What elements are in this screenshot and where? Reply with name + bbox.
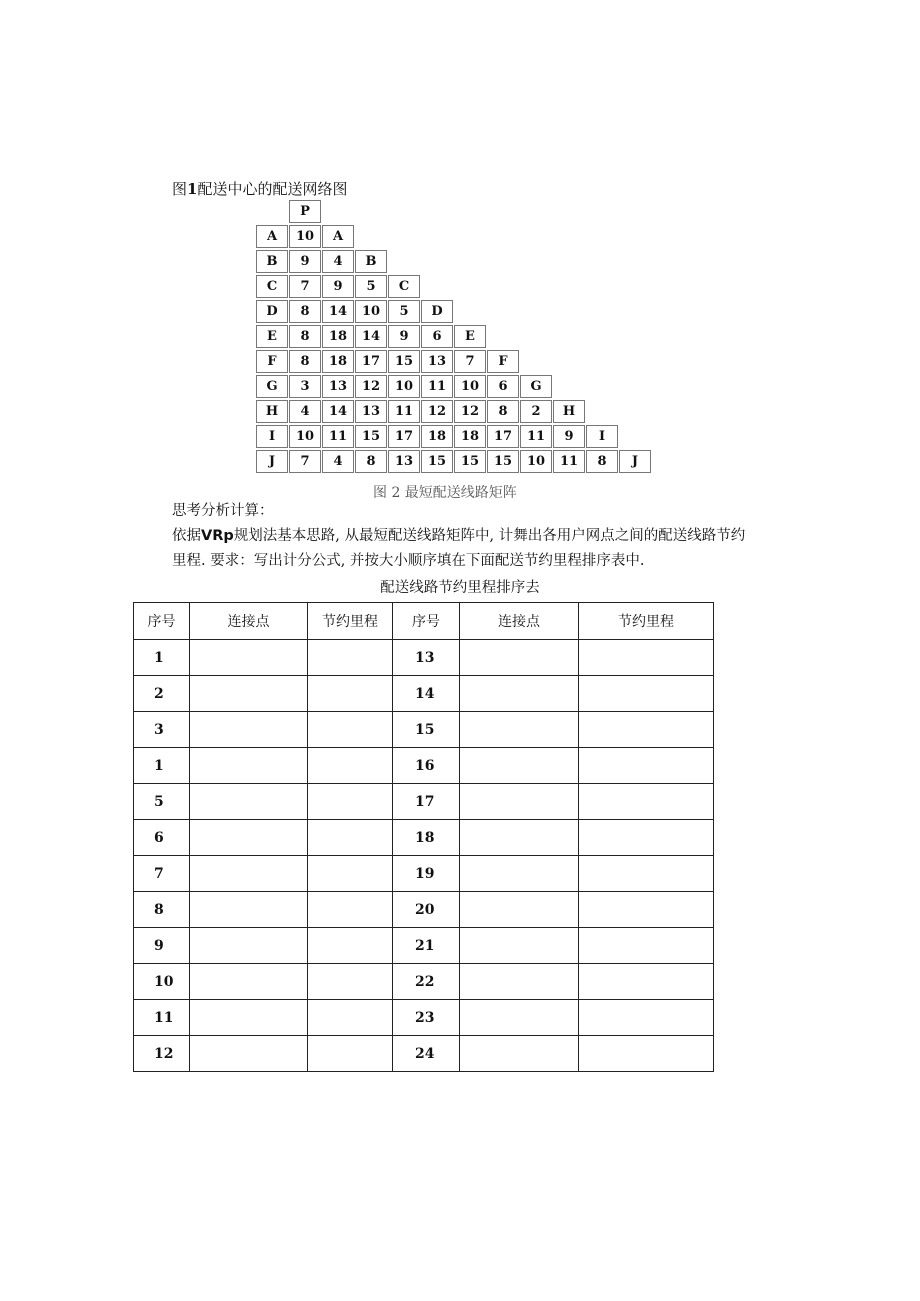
matrix-distance-cell: 15	[454, 450, 486, 473]
connection-cell[interactable]	[460, 892, 579, 928]
matrix-distance-cell: 11	[388, 400, 420, 423]
matrix-distance-cell: 18	[322, 325, 354, 348]
connection-cell[interactable]	[190, 640, 308, 676]
matrix-header-cell: P	[289, 200, 321, 223]
matrix-row-label: E	[256, 325, 288, 348]
matrix-distance-cell: 10	[520, 450, 552, 473]
matrix-diagonal-label: I	[586, 425, 618, 448]
matrix-row-label: D	[256, 300, 288, 323]
matrix-row-label: G	[256, 375, 288, 398]
row-index: 19	[393, 856, 460, 892]
matrix-row-label: F	[256, 350, 288, 373]
connection-cell[interactable]	[190, 820, 308, 856]
matrix-distance-cell: 14	[322, 400, 354, 423]
savings-cell[interactable]	[579, 856, 714, 892]
savings-cell[interactable]	[308, 964, 393, 1000]
matrix-distance-cell: 15	[355, 425, 387, 448]
connection-cell[interactable]	[460, 928, 579, 964]
row-index: 6	[134, 820, 190, 856]
connection-cell[interactable]	[190, 892, 308, 928]
matrix-distance-cell: 10	[388, 375, 420, 398]
connection-cell[interactable]	[190, 1000, 308, 1036]
row-index: 7	[134, 856, 190, 892]
connection-cell[interactable]	[190, 676, 308, 712]
instruction-line-1: 依据VRp规划法基本思路, 从最短配送线路矩阵中, 计舞出各用户网点之间的配送线路节约	[172, 528, 746, 544]
connection-cell[interactable]	[190, 856, 308, 892]
connection-cell[interactable]	[190, 964, 308, 1000]
savings-cell[interactable]	[308, 928, 393, 964]
header-savings: 节约里程	[579, 603, 714, 640]
connection-cell[interactable]	[190, 1036, 308, 1072]
row-index: 9	[134, 928, 190, 964]
matrix-distance-cell: 11	[421, 375, 453, 398]
matrix-distance-cell: 12	[421, 400, 453, 423]
table-row	[134, 1000, 714, 1036]
row-index: 1	[134, 748, 190, 784]
savings-cell[interactable]	[579, 928, 714, 964]
row-index: 10	[134, 964, 190, 1000]
matrix-diagonal-label: G	[520, 375, 552, 398]
matrix-distance-cell: 18	[322, 350, 354, 373]
matrix-distance-cell: 17	[388, 425, 420, 448]
savings-cell[interactable]	[308, 856, 393, 892]
connection-cell[interactable]	[460, 820, 579, 856]
header-savings: 节约里程	[308, 603, 393, 640]
instruction-line-2: 里程. 要求：写出计分公式, 并按大小顺序填在下面配送节约里程排序表中.	[172, 553, 645, 569]
connection-cell[interactable]	[190, 748, 308, 784]
connection-cell[interactable]	[460, 784, 579, 820]
matrix-diagonal-label: B	[355, 250, 387, 273]
matrix-distance-cell: 10	[355, 300, 387, 323]
savings-cell[interactable]	[308, 748, 393, 784]
row-index: 24	[393, 1036, 460, 1072]
connection-cell[interactable]	[460, 748, 579, 784]
table-row	[134, 1036, 714, 1072]
matrix-distance-cell: 4	[289, 400, 321, 423]
row-index: 3	[134, 712, 190, 748]
savings-cell[interactable]	[308, 892, 393, 928]
matrix-distance-cell: 4	[322, 250, 354, 273]
row-index: 5	[134, 784, 190, 820]
matrix-distance-cell: 11	[322, 425, 354, 448]
header-index: 序号	[134, 603, 190, 640]
row-index: 2	[134, 676, 190, 712]
matrix-distance-cell: 11	[553, 450, 585, 473]
savings-cell[interactable]	[308, 820, 393, 856]
header-connection: 连接点	[190, 603, 308, 640]
savings-cell[interactable]	[308, 676, 393, 712]
matrix-row-label: C	[256, 275, 288, 298]
matrix-distance-cell: 12	[355, 375, 387, 398]
matrix-row-label: J	[256, 450, 288, 473]
matrix-diagonal-label: C	[388, 275, 420, 298]
matrix-distance-cell: 2	[520, 400, 552, 423]
matrix-distance-cell: 15	[487, 450, 519, 473]
matrix-distance-cell: 5	[355, 275, 387, 298]
matrix-row-label: B	[256, 250, 288, 273]
matrix-row-label: I	[256, 425, 288, 448]
savings-cell[interactable]	[579, 1000, 714, 1036]
matrix-distance-cell: 6	[421, 325, 453, 348]
matrix-diagonal-label: F	[487, 350, 519, 373]
table-row	[134, 712, 714, 748]
table-row	[134, 784, 714, 820]
row-index: 8	[134, 892, 190, 928]
matrix-distance-cell: 14	[355, 325, 387, 348]
connection-cell[interactable]	[460, 856, 579, 892]
row-index: 17	[393, 784, 460, 820]
connection-cell[interactable]	[190, 928, 308, 964]
table-row	[134, 676, 714, 712]
matrix-distance-cell: 9	[322, 275, 354, 298]
table-row	[134, 928, 714, 964]
connection-cell[interactable]	[460, 640, 579, 676]
table-row	[134, 892, 714, 928]
connection-cell[interactable]	[460, 964, 579, 1000]
savings-cell[interactable]	[308, 1000, 393, 1036]
row-index: 21	[393, 928, 460, 964]
table-row	[134, 964, 714, 1000]
savings-cell[interactable]	[579, 640, 714, 676]
matrix-distance-cell: 14	[322, 300, 354, 323]
matrix-diagonal-label: D	[421, 300, 453, 323]
matrix-caption: 图 2 最短配送线路矩阵	[373, 485, 517, 501]
matrix-distance-cell: 4	[322, 450, 354, 473]
row-index: 1	[134, 640, 190, 676]
matrix-distance-cell: 3	[289, 375, 321, 398]
matrix-distance-cell: 9	[388, 325, 420, 348]
matrix-distance-cell: 13	[388, 450, 420, 473]
matrix-diagonal-label: J	[619, 450, 651, 473]
connection-cell[interactable]	[460, 1000, 579, 1036]
matrix-distance-cell: 7	[289, 275, 321, 298]
matrix-distance-cell: 7	[289, 450, 321, 473]
row-index: 20	[393, 892, 460, 928]
matrix-distance-cell: 7	[454, 350, 486, 373]
row-index: 16	[393, 748, 460, 784]
header-index: 序号	[393, 603, 460, 640]
matrix-distance-cell: 5	[388, 300, 420, 323]
matrix-distance-cell: 10	[289, 425, 321, 448]
savings-cell[interactable]	[308, 784, 393, 820]
matrix-distance-cell: 8	[289, 350, 321, 373]
matrix-distance-cell: 17	[487, 425, 519, 448]
matrix-distance-cell: 18	[454, 425, 486, 448]
matrix-distance-cell: 9	[553, 425, 585, 448]
row-index: 11	[134, 1000, 190, 1036]
matrix-distance-cell: 17	[355, 350, 387, 373]
table-row	[134, 748, 714, 784]
savings-cell[interactable]	[579, 712, 714, 748]
row-index: 13	[393, 640, 460, 676]
matrix-distance-cell: 13	[322, 375, 354, 398]
section-heading: 思考分析计算：	[172, 503, 274, 519]
connection-cell[interactable]	[190, 784, 308, 820]
matrix-distance-cell: 15	[388, 350, 420, 373]
savings-cell[interactable]	[308, 712, 393, 748]
table-header-row	[134, 603, 714, 640]
matrix-row-label: A	[256, 225, 288, 248]
row-index: 12	[134, 1036, 190, 1072]
matrix-distance-cell: 15	[421, 450, 453, 473]
table-row	[134, 856, 714, 892]
table-row	[134, 820, 714, 856]
matrix-distance-cell: 8	[586, 450, 618, 473]
connection-cell[interactable]	[460, 1036, 579, 1072]
savings-cell[interactable]	[579, 1036, 714, 1072]
matrix-distance-cell: 8	[289, 300, 321, 323]
table-row	[134, 640, 714, 676]
savings-cell[interactable]	[308, 1036, 393, 1072]
matrix-distance-cell: 8	[355, 450, 387, 473]
matrix-diagonal-label: H	[553, 400, 585, 423]
savings-cell[interactable]	[579, 676, 714, 712]
matrix-diagonal-label: E	[454, 325, 486, 348]
matrix-distance-cell: 10	[289, 225, 321, 248]
connection-cell[interactable]	[190, 712, 308, 748]
matrix-distance-cell: 13	[421, 350, 453, 373]
row-index: 18	[393, 820, 460, 856]
matrix-distance-cell: 11	[520, 425, 552, 448]
matrix-row-label: H	[256, 400, 288, 423]
connection-cell[interactable]	[460, 712, 579, 748]
matrix-distance-cell: 18	[421, 425, 453, 448]
matrix-distance-cell: 9	[289, 250, 321, 273]
table-title: 配送线路节约里程排序去	[380, 580, 540, 596]
matrix-distance-cell: 10	[454, 375, 486, 398]
figure1-caption: 图1配送中心的配送网络图	[172, 180, 348, 198]
matrix-distance-cell: 8	[289, 325, 321, 348]
savings-cell[interactable]	[579, 748, 714, 784]
matrix-distance-cell: 13	[355, 400, 387, 423]
row-index: 22	[393, 964, 460, 1000]
savings-cell[interactable]	[579, 820, 714, 856]
row-index: 23	[393, 1000, 460, 1036]
row-index: 15	[393, 712, 460, 748]
savings-cell[interactable]	[579, 964, 714, 1000]
matrix-distance-cell: 8	[487, 400, 519, 423]
savings-cell[interactable]	[579, 892, 714, 928]
savings-table	[133, 602, 714, 1072]
matrix-diagonal-label: A	[322, 225, 354, 248]
header-connection: 连接点	[460, 603, 579, 640]
row-index: 14	[393, 676, 460, 712]
matrix-distance-cell: 12	[454, 400, 486, 423]
connection-cell[interactable]	[460, 676, 579, 712]
savings-cell[interactable]	[308, 640, 393, 676]
matrix-distance-cell: 6	[487, 375, 519, 398]
savings-cell[interactable]	[579, 784, 714, 820]
